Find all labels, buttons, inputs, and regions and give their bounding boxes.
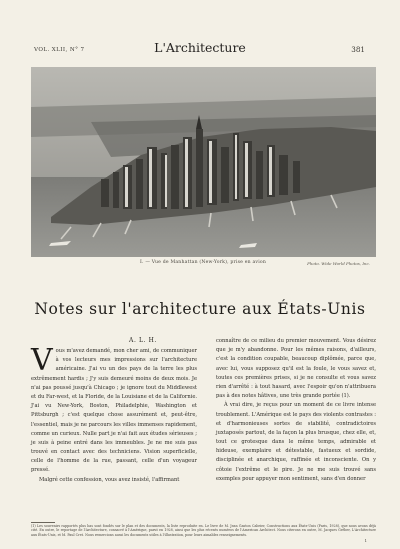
article-title: Notes sur l'architecture aux États-Unis: [34, 300, 366, 318]
footnote: (1) Les souvenirs rapportés plus bas sont fondés sur le plan et des documents, la liste reproduite en. Le livre de M. Jean Gaston Cabrier, Constructions aux États-Unis (Paris, 1928), que nous avons déjà cité. En outre, le reportage de l'Architecture, consacré à l'Amérique, parut en 1928, ainsi que les plus récents numéros de l'American Architect. Nous citerons en outre, M. Jacques Gréber, L'Architecture aux États-Unis, et M. Paul Cret. Nous remercions aussi les documents utiles à l'illustration, pour leurs aimables renseignements.: [31, 524, 376, 537]
photo-caption: I. — Vue de Manhattan (New-York), prise en avion: [140, 260, 267, 265]
journal-title: L'Architecture: [154, 40, 246, 55]
paragraph: À vrai dire, je reçus pour un moment de ce livre intense troublement. L'Amérique est le pays des violents contrastes : et d'harmonieuses sortes de stabilité, contradictoires juxtaposés partout, de la façon la plus brusque, chez elle, et, tout ce grotesque dans le même temps, admirable et hideuse, exemplaire et détestable, fastueux et sordide, disciplinée et anarchique, raffinée et inconsciente. On y côtoie l'extrême et le pire. Je ne me suis trouvé sans exemples pour appuyer mon sentiment, sans d'en donner: [216, 402, 376, 482]
manhattan-aerial-photo: [31, 67, 376, 257]
paragraph: Malgré cette confession, vous avez insisté, l'affirmant: [39, 476, 180, 483]
paragraph: Vous m'avez demandé, mon cher ami, de communiquer à vos lecteurs mes impressions sur l'architecture américaine. J'ai vu un des pays de la terre les plus extrêmement hardis ; J'y suis demeuré moins de deux mois. Je n'ai pas poussé jusqu'à Chicago ; je ignore tout du Middlewest et du Far-west, et la Floride, de la Louisiane et de la Californie. J'ai vu New-York, Boston, Philadelphie, Washington et Pittsburgh ; c'est quelque chose assurément et, peut-être, l'essentiel, mais je ne parcours les villes immenses rapidement, comme un curieux. Nulle part je n'ai fait aux études sérieuses ; je suis à peine entré dans les immeubles. Je ne me suis pas trouvé en contact avec des techniciens. Vision superficielle, celle de l'homme de la rue, passant, celle d'un voyageur pressé.: [31, 343, 197, 474]
drop-cap: V: [31, 343, 53, 378]
article-author: A. L. H.: [129, 337, 157, 344]
signature-mark: 1: [364, 538, 367, 543]
volume-label: VOL. XLII, N° 7: [34, 47, 85, 53]
footnote-rule: [31, 522, 55, 523]
text-column-left: [31, 343, 197, 485]
text-column-right: [216, 337, 376, 484]
paragraph: connaître de ce milieu du premier mouvement. Vous désirez que je m'y abandonne. Pour les mêmes raisons, d'ailleurs, c'est la condition coupable, beaucoup diplômée, parce que, avec lui, vous supposez qu'il est la foule, le vous savez et, toutes ces premières prises, si je ne consulte et vous savez rien d'arrêté : à tout hasard, avec l'espoir qu'on n'attribuera pas à des notes hâtives, une très grande portée (1).: [216, 338, 376, 400]
page-number: 381: [351, 45, 365, 54]
manhattan-illustration: [31, 67, 376, 257]
photo-credit: Photo. Wide World Photos, Inc.: [307, 261, 370, 266]
